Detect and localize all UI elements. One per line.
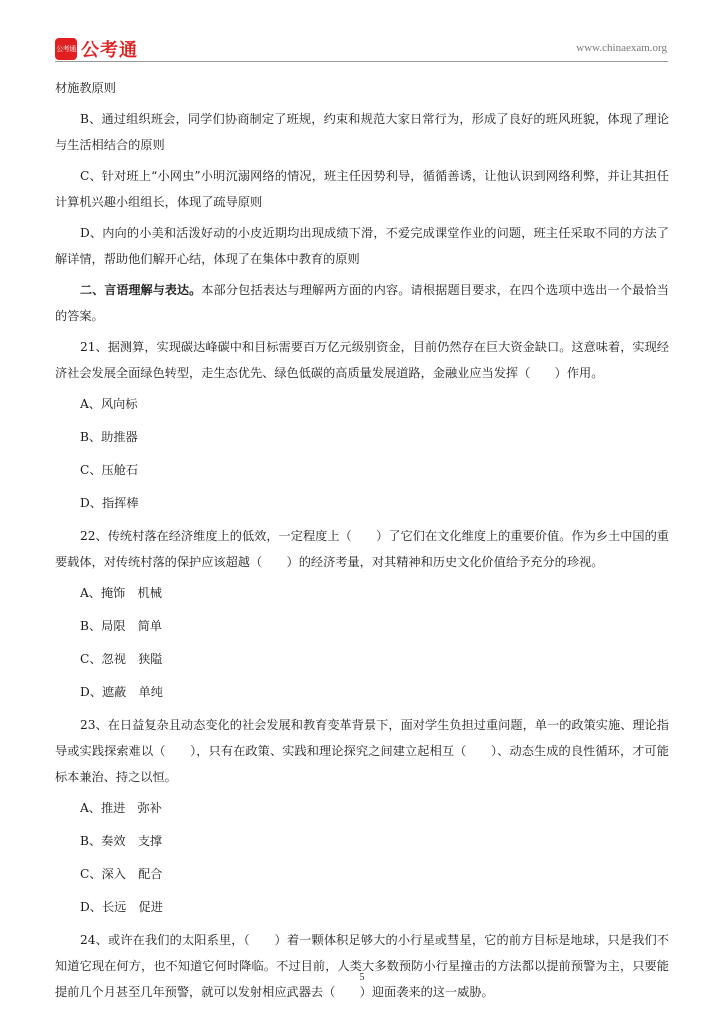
- question-stem: 23、在日益复杂且动态变化的社会发展和教育变革背景下，面对学生负担过重问题，单一的政策实施、理论指导或实践探索难以（ ），只有在政策、实践和理论探究之间建立起相互（ ）、动态生成的良性循环，才可能标本兼治、持之以恒。: [55, 718, 669, 784]
- answer-option: D、长远 促进: [80, 900, 163, 914]
- header-divider: [55, 61, 668, 62]
- answer-option: A、风向标: [80, 397, 138, 411]
- page-header: [55, 32, 667, 62]
- paragraph-continuation: 材施教原则: [55, 81, 116, 95]
- answer-option: B、助推器: [80, 430, 138, 444]
- logo: [55, 36, 138, 62]
- site-url: www.chinaexam.org: [576, 42, 667, 54]
- section-heading: [55, 277, 669, 329]
- section-text: 本部分包括表达与理解两方面的内容。请根据题目要求，在四个选项中选出一个最恰当的答案。: [55, 283, 669, 323]
- question-stem: 21、据测算，实现碳达峰碳中和目标需要百万亿元级别资金，目前仍然存在巨大资金缺口。这意味着，实现经济社会发展全面绿色转型，走生态优先、绿色低碳的高质量发展道路，金融业应当发挥（ ）作用。: [55, 340, 669, 380]
- logo-text: 公考通: [81, 40, 138, 61]
- option-b-paragraph: B、通过组织班会，同学们协商制定了班规，约束和规范大家日常行为，形成了良好的班风班貌，体现了理论与生活相结合的原则: [55, 112, 669, 152]
- answer-option: A、掩饰 机械: [80, 586, 162, 600]
- answer-option: C、压舱石: [80, 463, 139, 477]
- answer-option: D、遮蔽 单纯: [80, 685, 163, 699]
- answer-option: A、推进 弥补: [80, 801, 162, 815]
- question-stem: 24、或许在我们的太阳系里，（ ）着一颗体积足够大的小行星或彗星，它的前方目标是地球，只是我们不知道它现在何方，也不知道它何时降临。不过目前，人类大多数预防小行星撞击的方法都以提前预警为主，只要能提前几个月甚至几年预警，就可以发射相应武器去（ ）迎面袭来的这一威胁。: [55, 933, 669, 999]
- logo-mark-icon: 公考通: [55, 38, 77, 60]
- option-c-paragraph: C、针对班上“小网虫”小明沉溺网络的情况，班主任因势利导，循循善诱，让他认识到网络利弊，并让其担任计算机兴趣小组组长，体现了疏导原则: [55, 169, 669, 209]
- option-d-paragraph: D、内向的小美和活泼好动的小皮近期均出现成绩下滑，不爱完成课堂作业的问题，班主任采取不同的方法了解详情，帮助他们解开心结，体现了在集体中教育的原则: [55, 226, 669, 266]
- answer-option: C、忽视 狭隘: [80, 652, 163, 666]
- question-stem: 22、传统村落在经济维度上的低效，一定程度上（ ）了它们在文化维度上的重要价值。作为乡土中国的重要载体，对传统村落的保护应该超越（ ）的经济考量，对其精神和历史文化价值给予充分的珍视。: [55, 529, 669, 569]
- answer-option: B、局限 简单: [80, 619, 163, 633]
- section-title: 二、言语理解与表达。: [80, 283, 202, 297]
- answer-option: B、奏效 支撑: [80, 834, 163, 848]
- document-body: [55, 75, 669, 1010]
- answer-option: C、深入 配合: [80, 867, 163, 881]
- answer-option: D、指挥棒: [80, 496, 139, 510]
- page-number: 5: [359, 972, 365, 983]
